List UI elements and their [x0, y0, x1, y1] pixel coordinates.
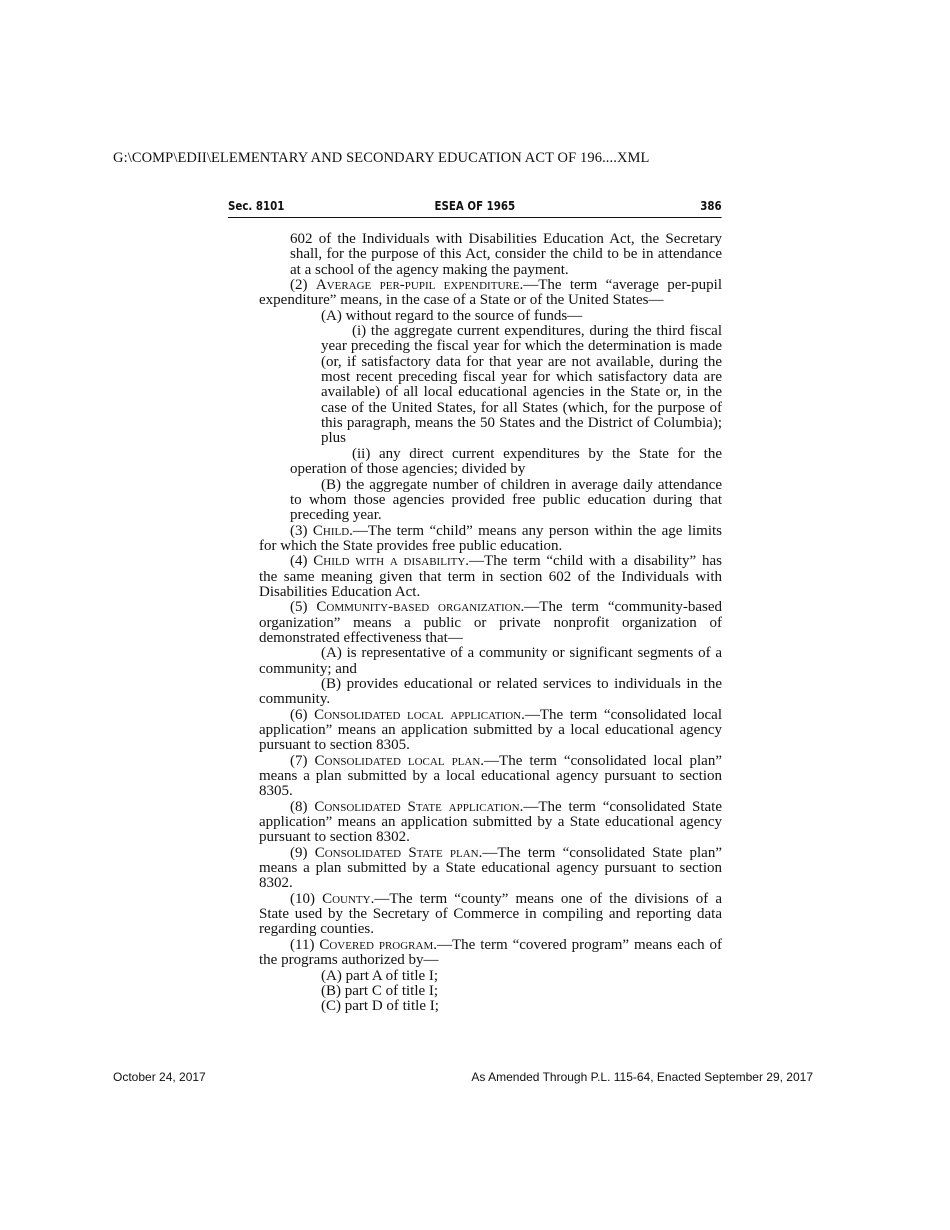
subparagraph-11a: (A) part A of title I; — [321, 967, 439, 984]
file-path: G:\COMP\EDII\ELEMENTARY AND SECONDARY EDUCATION ACT OF 196....XML — [113, 150, 650, 166]
definition-text: .—The term “consolidated State plan” means a plan submitted by a State educational agency pursuant to section 8302. — [259, 844, 722, 892]
definition-heading: Consolidated State plan — [314, 844, 479, 861]
definition-5 — [259, 600, 722, 646]
subparagraph-2a: (A) without regard to the source of funds— — [321, 307, 583, 324]
page-number: 386 — [700, 198, 722, 213]
definition-text: .—The term “child” means any person within the age limits for which the State provides free public education. — [259, 522, 722, 554]
subparagraph-2b: (B) the aggregate number of children in average daily attendance to whom those agencies provided free public education during that preceding year. — [290, 476, 722, 524]
definition-heading: Community-based organization — [316, 599, 521, 616]
definition-heading: County — [322, 890, 371, 907]
definition-text: .—The term “consolidated local plan” means a plan submitted by a local educational agency pursuant to section 8305. — [259, 752, 722, 800]
footer-date: October 24, 2017 — [113, 1070, 206, 1084]
section-number: Sec. 8101 — [228, 198, 285, 213]
definition-11 — [259, 938, 722, 969]
definition-text: .—The term “consolidated State application” means an application submitted by a State educational agency pursuant to section 8302. — [259, 798, 723, 846]
definition-number: (5) — [290, 599, 317, 616]
definition-heading: Child — [312, 522, 350, 539]
definition-text: .—The term “average per-pupil expenditure” means, in the case of a State or of the United States— — [259, 277, 722, 309]
subparagraph-11c: (C) part D of title I; — [321, 998, 439, 1015]
definition-number: (6) — [290, 706, 315, 723]
definition-text: .—The term “child with a disability” has the same meaning given that term in section 602 of the Individuals with Disabilities Education Act. — [259, 553, 722, 600]
subparagraph-5b: (B) provides educational or related services to individuals in the community. — [259, 675, 722, 708]
definition-number: (10) — [290, 890, 323, 907]
footer-amendment-note: As Amended Through P.L. 115-64, Enacted September 29, 2017 — [471, 1070, 813, 1084]
definition-number: (9) — [290, 844, 315, 861]
definition-heading: Consolidated local application — [314, 706, 522, 723]
definition-2 — [259, 278, 722, 309]
subparagraph-11b: (B) part C of title I; — [321, 982, 439, 999]
subparagraph-5a: (A) is representative of a community or significant segments of a community; and — [259, 645, 722, 677]
definition-text: .—The term “community-based organization” means a public or private nonprofit organization of demonstrated effectiveness that— — [259, 599, 722, 646]
definition-heading: Covered program — [319, 936, 434, 953]
paragraph-continuation: 602 of the Individuals with Disabilities Education Act, the Secretary shall, for the purpose of this Act, consider the child to be in attendance at a school of the agency making the payment. — [290, 231, 722, 278]
definition-number: (11) — [290, 936, 320, 953]
definition-number: (7) — [290, 752, 315, 769]
definition-4 — [259, 554, 722, 600]
definition-number: (2) — [290, 277, 316, 294]
definition-8 — [259, 800, 722, 846]
definition-number: (4) — [290, 553, 314, 570]
clause-2aii: (ii) any direct current expenditures by the State for the operation of those agencies; divided by — [290, 445, 722, 478]
running-head — [228, 197, 722, 218]
definition-6 — [259, 708, 722, 754]
definition-text: .—The term “covered program” means each of the programs authorized by— — [259, 936, 723, 969]
act-title: ESEA OF 1965 — [434, 198, 516, 213]
definition-text: .—The term “county” means one of the divisions of a State used by the Secretary of Commerce in compiling and reporting data regarding counties. — [259, 890, 722, 938]
clause-2ai: (i) the aggregate current expenditures, during the third fiscal year preceding the fiscal year for which the determination is made (or, if satisfactory data for that year are not available, during the most recent preceding fiscal year for which satisfactory data are available) of all local educational agencies in the State or, in the case of the United States, for all States (which, for the purpose of this paragraph, means the 50 States and the District of Columbia); plus — [321, 323, 722, 447]
definition-heading: Consolidated local plan — [314, 752, 481, 769]
definition-heading: Consolidated State application — [314, 798, 520, 815]
definition-text: .—The term “consolidated local application” means an application submitted by a local educational agency pursuant to section 8305. — [259, 706, 722, 754]
definition-number: (3) — [290, 522, 313, 539]
definition-heading: Average per-pupil expenditure — [315, 277, 520, 294]
definition-7 — [259, 754, 722, 800]
definition-10 — [259, 892, 722, 938]
definition-3 — [259, 524, 722, 555]
definition-9 — [259, 846, 722, 892]
definition-number: (8) — [290, 798, 315, 815]
document-body — [259, 232, 722, 1015]
definition-heading: Child with a disability — [313, 553, 466, 570]
